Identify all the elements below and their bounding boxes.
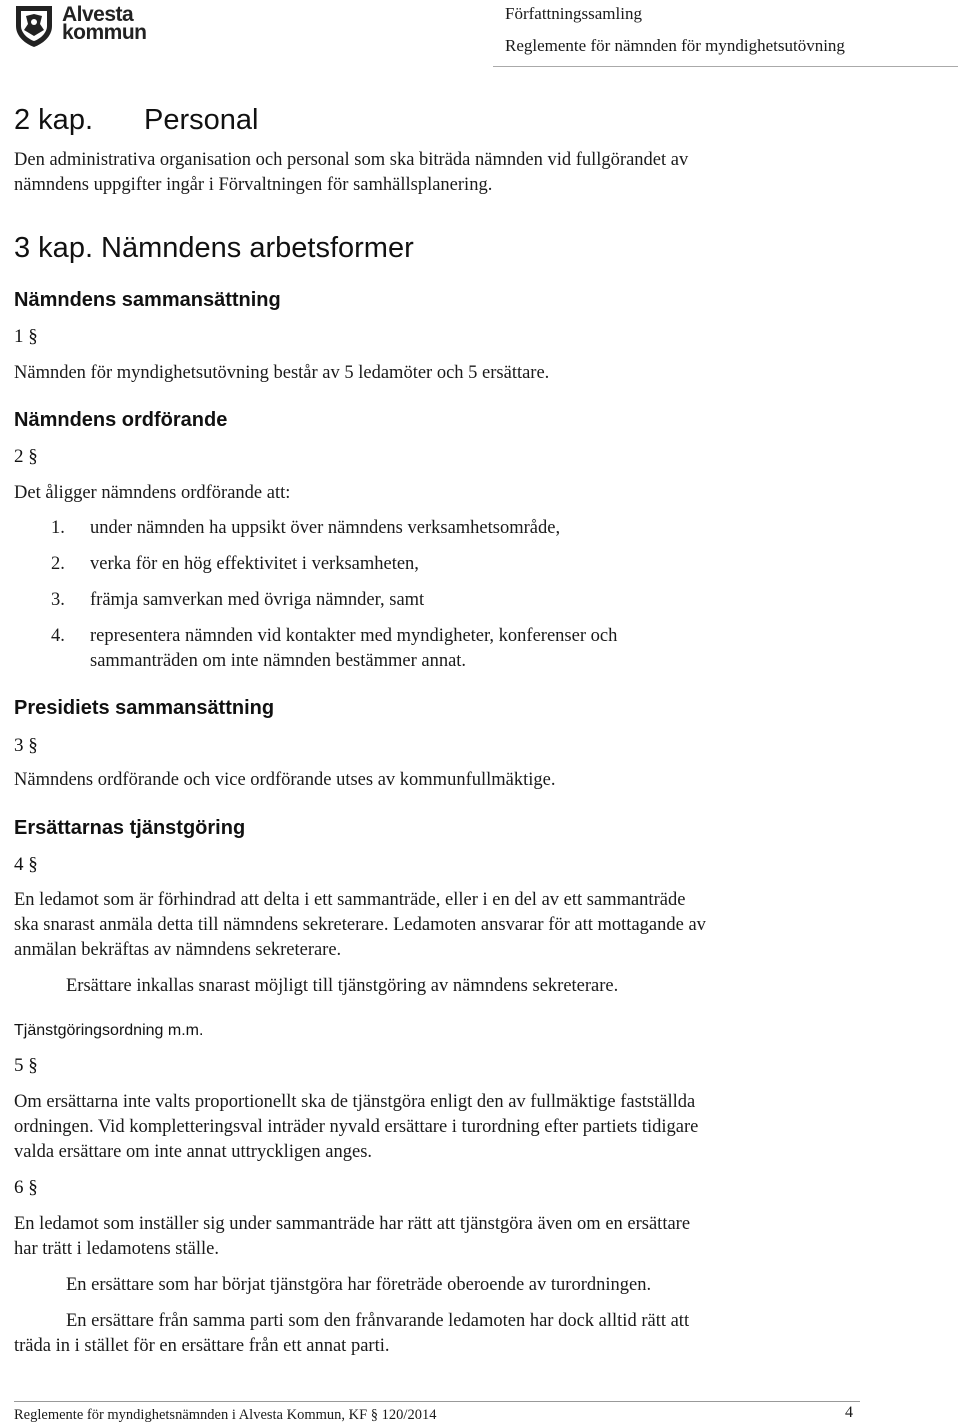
paragraph-5-text-line1: Om ersättarna inte valts proportionellt ska de tjänstgöra enligt den av fullmäktige fastställda: [14, 1092, 696, 1112]
municipality-logo: [12, 2, 147, 44]
paragraph-number-1: 1 §: [14, 326, 38, 347]
list-item-text: under nämnden ha uppsikt över nämndens verksamhetsområde,: [90, 518, 561, 538]
list-item-text: verka för en hög effektivitet i verksamheten,: [90, 554, 419, 574]
paragraph-6-text3-line1: En ersättare från samma parti som den frånvarande ledamoten har dock alltid rätt att: [66, 1311, 690, 1331]
footer-divider: [14, 1401, 860, 1402]
chapter-2-number: 2 kap.: [14, 104, 93, 136]
list-item-number: 3.: [51, 590, 65, 610]
list-item-text: representera nämnden vid kontakter med myndigheter, konferenser och: [90, 626, 618, 646]
chapter-2-text-line1: Den administrativa organisation och personal som ska biträda nämnden vid fullgörandet av: [14, 150, 689, 170]
paragraph-number-4: 4 §: [14, 854, 38, 875]
paragraph-2-intro: Det åligger nämndens ordförande att:: [14, 483, 291, 503]
header-subtitle: Reglemente för nämnden för myndighetsutövning: [505, 36, 845, 55]
section-heading-presidium: Presidiets sammansättning: [14, 697, 275, 719]
logo-name-line1: Alvesta: [62, 3, 134, 26]
page-number: 4: [845, 1404, 853, 1421]
header-divider: [493, 66, 958, 67]
paragraph-number-6: 6 §: [14, 1177, 38, 1198]
paragraph-5-text-line3: valda ersättare om inte annat uttryckligen anges.: [14, 1142, 373, 1162]
chapter-2-text-line2: nämndens uppgifter ingår i Förvaltningen för samhällsplanering.: [14, 175, 493, 195]
coat-of-arms-icon: [12, 2, 56, 48]
paragraph-number-2: 2 §: [14, 446, 38, 467]
paragraph-number-5: 5 §: [14, 1055, 38, 1076]
paragraph-1-text: Nämnden för myndighetsutövning består av 5 ledamöter och 5 ersättare.: [14, 363, 550, 383]
section-heading-composition: Nämndens sammansättning: [14, 289, 281, 311]
chapter-2-title: Personal: [144, 104, 259, 136]
list-item-text-continued: sammanträden om inte nämnden bestämmer annat.: [90, 651, 467, 671]
logo-name-line2: kommun: [62, 21, 147, 44]
section-heading-chair: Nämndens ordförande: [14, 409, 228, 431]
chapter-3-heading: 3 kap. Nämndens arbetsformer: [14, 232, 414, 264]
list-item-number: 1.: [51, 518, 65, 538]
paragraph-6-text-line1: En ledamot som inställer sig under sammanträde har rätt att tjänstgöra även om en ersättare: [14, 1214, 691, 1234]
footer-text: Reglemente för myndighetsnämnden i Alvesta Kommun, KF § 120/2014: [14, 1407, 437, 1423]
header-title: Författningssamling: [505, 4, 642, 23]
paragraph-4-text-indented: Ersättare inkallas snarast möjligt till tjänstgöring av nämndens sekreterare.: [66, 976, 619, 996]
paragraph-number-3: 3 §: [14, 735, 38, 756]
list-item-text: främja samverkan med övriga nämnder, samt: [90, 590, 425, 610]
list-item-number: 4.: [51, 626, 65, 646]
section-heading-deputies: Ersättarnas tjänstgöring: [14, 817, 246, 839]
paragraph-6-text3-line2: träda in i stället för en ersättare från ett annat parti.: [14, 1336, 390, 1356]
section-heading-order: Tjänstgöringsordning m.m.: [14, 1022, 204, 1039]
paragraph-6-text-indented: En ersättare som har börjat tjänstgöra har företräde oberoende av turordningen.: [66, 1275, 652, 1295]
list-item-number: 2.: [51, 554, 65, 574]
paragraph-5-text-line2: ordningen. Vid kompletteringsval inträder nyvald ersättare i turordning efter partiets tidigare: [14, 1117, 699, 1137]
paragraph-3-text: Nämndens ordförande och vice ordförande utses av kommunfullmäktige.: [14, 770, 556, 790]
paragraph-4-text-line1: En ledamot som är förhindrad att delta i ett sammanträde, eller i en del av ett sammanträde: [14, 890, 686, 910]
paragraph-4-text-line2: ska snarast anmäla detta till nämndens sekreterare. Ledamoten ansvarar för att mottagande av: [14, 915, 706, 935]
paragraph-4-text-line3: anmälan bekräftas av nämndens sekreterare.: [14, 940, 342, 960]
paragraph-6-text-line2: har trätt i ledamotens ställe.: [14, 1239, 219, 1259]
